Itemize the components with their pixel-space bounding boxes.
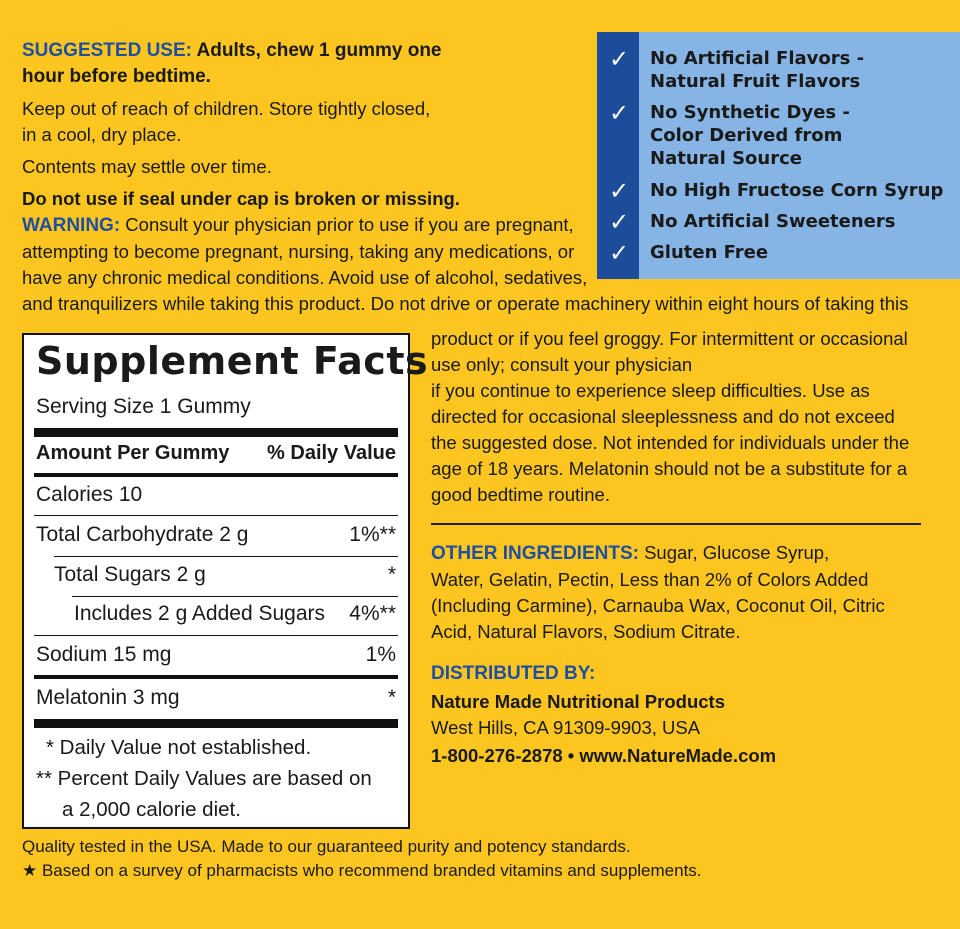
medium-rule [34, 473, 398, 477]
distributor-name: Nature Made Nutritional Products [431, 691, 725, 712]
section-divider [431, 523, 921, 525]
facts-row-total-sugars [54, 563, 396, 587]
warning-cont-line: use only; consult your physician [431, 354, 693, 375]
distributor-address: West Hills, CA 91309-9903, USA [431, 717, 701, 738]
warning-cont-line: product or if you feel groggy. For intermittent or occasional [431, 328, 908, 349]
seal-warning: Do not use if seal under cap is broken or missing. [22, 188, 460, 209]
facts-row-melatonin [36, 686, 396, 710]
quality-note: Quality tested in the USA. Made to our guaranteed purity and potency standards. [22, 837, 631, 856]
other-ingredients-line-3: (Including Carmine), Carnauba Wax, Coconut Oil, Citric [431, 595, 885, 616]
other-ingredients-block [431, 540, 885, 645]
suggested-use-line-2: hour before bedtime. [22, 66, 211, 87]
warning-cont-line: directed for occasional sleeplessness and do not exceed [431, 406, 895, 427]
check-icon: ✓ [608, 239, 630, 267]
distributor-block [431, 661, 776, 769]
thick-rule [34, 428, 398, 437]
nutrient-label: Includes 2 g Added Sugars [74, 602, 326, 625]
warning-cont-line: the suggested dose. Not intended for individuals under the [431, 432, 910, 453]
serving-size: Serving Size 1 Gummy [36, 395, 251, 418]
settle-note: Contents may settle over time. [22, 156, 272, 177]
nutrient-label: Melatonin 3 mg [36, 686, 180, 709]
check-icon: ✓ [608, 45, 630, 73]
facts-row-sodium [36, 643, 396, 667]
other-ingredients-line-4: Acid, Natural Flavors, Sodium Citrate. [431, 621, 741, 642]
suggested-use-text: Adults, chew 1 gummy one [191, 40, 442, 61]
bottom-notes [22, 835, 702, 883]
nutrient-label: Total Sugars 2 g [54, 563, 206, 586]
thin-rule [54, 556, 398, 557]
distributor-contact: 1-800-276-2878 • www.NatureMade.com [431, 745, 777, 766]
facts-row-carbohydrate [36, 523, 396, 547]
claim-text: Gluten Free [650, 242, 769, 263]
warning-line-2: attempting to become pregnant, nursing, taking any medications, or [22, 241, 575, 262]
nutrient-dv: 1% [365, 643, 396, 666]
footnote-calorie-diet: a 2,000 calorie diet. [62, 798, 241, 821]
supplement-facts-panel [22, 333, 429, 829]
warning-cont-line: age of 18 years. Melatonin should not be a substitute for a [431, 458, 908, 479]
distributor-label: DISTRIBUTED BY: [431, 663, 596, 684]
warning-line-4: and tranquilizers while taking this product. Do not drive or operate machinery within eight hours of taking this [22, 293, 909, 314]
nutrient-label: Sodium 15 mg [36, 643, 172, 666]
claims-box [597, 32, 960, 279]
claim-text: No High Fructose Corn Syrup [650, 180, 944, 201]
thin-rule [72, 596, 398, 597]
facts-header [36, 442, 396, 465]
suggested-use-line-1 [22, 38, 592, 64]
warning-text-1: Consult your physician prior to use if you are pregnant, [120, 214, 574, 235]
facts-title: Supplement Facts [36, 339, 429, 383]
warning-line-1 [22, 212, 592, 239]
nutrient-dv: * [387, 563, 396, 586]
nutrient-dv: 1%** [349, 523, 396, 546]
other-ingredients-line-2: Water, Gelatin, Pectin, Less than 2% of Colors Added [431, 569, 869, 590]
storage-line-2: in a cool, dry place. [22, 124, 182, 145]
thin-rule [34, 515, 398, 516]
warning-label: WARNING: [22, 215, 121, 236]
medium-rule [34, 675, 398, 679]
survey-note: ★ Based on a survey of pharmacists who recommend branded vitamins and supplements. [22, 861, 702, 880]
check-icon: ✓ [608, 99, 630, 127]
amount-per-header: Amount Per Gummy [36, 442, 230, 464]
other-ingredients-line-1 [431, 540, 885, 567]
claim-text: No Artificial Sweeteners [650, 211, 896, 232]
warning-continuation [431, 326, 931, 508]
warning-cont-line: good bedtime routine. [431, 484, 610, 505]
storage-line-1: Keep out of reach of children. Store tightly closed, [22, 98, 431, 119]
thin-rule [34, 635, 398, 636]
footnote-percent-dv: ** Percent Daily Values are based on [36, 767, 372, 790]
nutrient-label: Total Carbohydrate 2 g [36, 523, 249, 546]
footnote-dv-not-established: * Daily Value not established. [46, 736, 312, 759]
warning-cont-line: if you continue to experience sleep difficulties. Use as [431, 380, 870, 401]
check-icon: ✓ [608, 208, 630, 236]
warning-line-3: have any chronic medical conditions. Avoid use of alcohol, sedatives, [22, 267, 588, 288]
thick-rule [34, 719, 398, 728]
check-icon: ✓ [608, 177, 630, 205]
other-ingredients-label: OTHER INGREDIENTS: [431, 543, 639, 564]
nutrient-label: Calories 10 [36, 483, 143, 506]
facts-row-calories [36, 483, 396, 507]
daily-value-header: % Daily Value [267, 442, 396, 464]
other-ingredients-text: Sugar, Glucose Syrup, [638, 542, 830, 563]
claim-text: No Artificial Flavors - Natural Fruit Flavors [650, 48, 865, 92]
facts-row-added-sugars [74, 602, 396, 626]
claim-text: No Synthetic Dyes - Color Derived from Natural Source [650, 102, 850, 169]
nutrient-dv: 4%** [349, 602, 396, 625]
suggested-use-label: SUGGESTED USE: [22, 40, 192, 61]
nutrient-dv: * [387, 686, 396, 709]
